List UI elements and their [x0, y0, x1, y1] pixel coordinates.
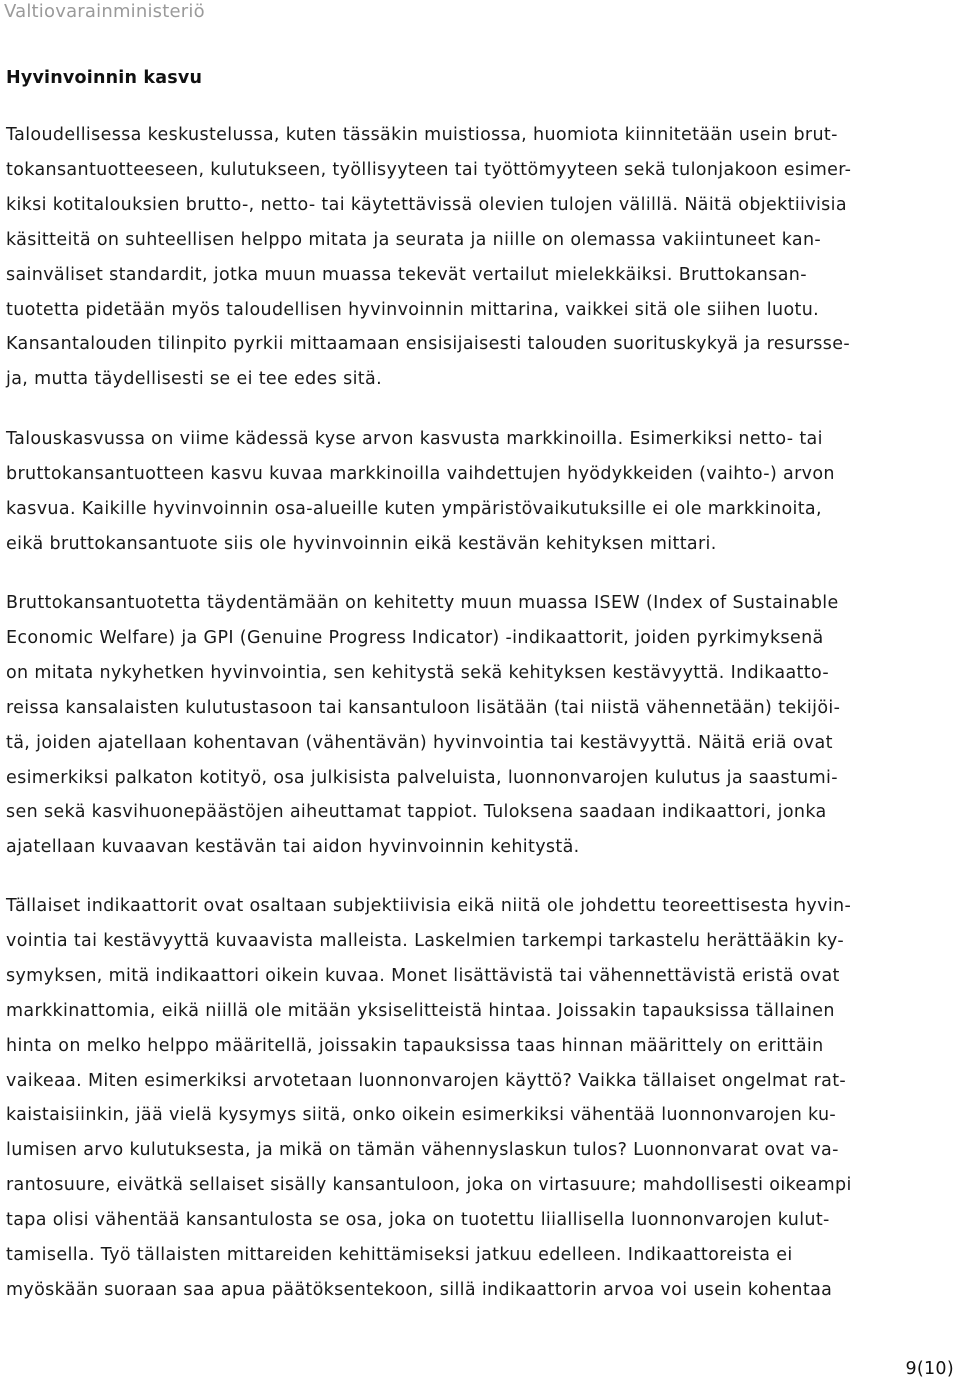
paragraph-line: vaikeaa. Miten esimerkiksi arvotetaan luonnonvarojen käyttö? Vaikka tällaiset ongelmat rat-	[6, 1070, 847, 1091]
paragraph-line: Talouskasvussa on viime kädessä kyse arvon kasvusta markkinoilla. Esimerkiksi netto- tai	[6, 429, 823, 449]
paragraph-line: kasvua. Kaikille hyvinvoinnin osa-alueille kuten ympäristövaikutuksille ei ole markkinoita,	[6, 498, 822, 519]
page-number: 9(10)	[905, 1359, 954, 1379]
paragraph-line: symyksen, mitä indikaattori oikein kuvaa. Monet lisättävistä tai vähennettävistä eristä ovat	[6, 965, 840, 986]
paragraph-line: tapa olisi vähentää kansantulosta se osa, joka on tuotettu liiallisella luonnonvarojen kulut-	[6, 1210, 830, 1231]
paragraph-line: sainväliset standardit, jotka muun muassa tekevät vertailut mielekkäiksi. Bruttokansan-	[6, 264, 807, 285]
paragraph-line: markkinattomia, eikä niillä ole mitään yksiselitteistä hintaa. Joissakin tapauksissa tällainen	[6, 1000, 835, 1021]
paragraph-line: hinta on melko helppo määritellä, joissakin tapauksissa taas hinnan määrittely on erittäin	[6, 1035, 824, 1056]
paragraph-line: kaistaisiinkin, jää vielä kysymys siitä, onko oikein esimerkiksi vähentää luonnonvarojen ku-	[6, 1105, 837, 1126]
paragraph-line: Bruttokansantuotetta täydentämään on kehitetty muun muassa ISEW (Index of Sustainable	[6, 593, 839, 613]
paragraph-line: Taloudellisessa keskustelussa, kuten tässäkin muistiossa, huomiota kiinnitetään usein brut-	[6, 125, 838, 145]
organization-name: Valtiovarainministeriö	[4, 1, 205, 22]
paragraph-line: Tällaiset indikaattorit ovat osaltaan subjektiivisia eikä niitä ole johdettu teoreettisesta hyvin-	[6, 896, 852, 916]
paragraph-line: esimerkiksi palkaton kotityö, osa julkisista palveluista, luonnonvarojen kulutus ja saastumi-	[6, 767, 838, 788]
paragraph-line: Kansantalouden tilinpito pyrkii mittaamaan ensisijaisesti talouden suorituskykyä ja resursse-	[6, 334, 851, 355]
paragraph-line: on mitata nykyhetken hyvinvointia, sen kehitystä sekä kehityksen kestävyyttä. Indikaatto-	[6, 662, 830, 683]
paragraph-line: vointia tai kestävyyttä kuvaavista malleista. Laskelmien tarkempi tarkastelu herättääkin ky-	[6, 930, 844, 951]
paragraph-line: tamisella. Työ tällaisten mittareiden kehittämiseksi jatkuu edelleen. Indikaattoreista ei	[6, 1245, 793, 1266]
paragraph-line: käsitteitä on suhteellisen helppo mitata ja seurata ja niille on olemassa vakiintuneet kan-	[6, 229, 822, 250]
paragraph-3	[6, 586, 946, 865]
paragraph-line: eikä bruttokansantuote siis ole hyvinvoinnin eikä kestävän kehityksen mittari.	[6, 533, 717, 554]
paragraph-line: myöskään suoraan saa apua päätöksentekoon, sillä indikaattorin arvoa voi usein kohentaa	[6, 1279, 833, 1300]
paragraph-line: tuotetta pidetään myös taloudellisen hyvinvoinnin mittarina, vaikkei sitä ole siihen luotu.	[6, 299, 820, 320]
paragraph-line: sen sekä kasvihuonepäästöjen aiheuttamat tappiot. Tuloksena saadaan indikaattori, jonka	[6, 802, 827, 823]
paragraph-1	[6, 118, 946, 397]
paragraph-line: ajatellaan kuvaavan kestävän tai aidon hyvinvoinnin kehitystä.	[6, 837, 580, 858]
paragraph-4	[6, 889, 946, 1308]
paragraph-2	[6, 422, 946, 562]
paragraph-line: Economic Welfare) ja GPI (Genuine Progress Indicator) -indikaattorit, joiden pyrkimyksenä	[6, 627, 824, 648]
paragraph-line: tä, joiden ajatellaan kohentavan (vähentävän) hyvinvointia tai kestävyyttä. Näitä eriä ovat	[6, 732, 833, 753]
paragraph-line: reissa kansalaisten kulutustasoon tai kansantuloon lisätään (tai niistä vähennetään) tekijöi-	[6, 697, 841, 718]
paragraph-line: ja, mutta täydellisesti se ei tee edes sitä.	[6, 369, 382, 390]
paragraph-line: tokansantuotteeseen, kulutukseen, työllisyyteen tai työttömyyteen sekä tulonjakoon esimer-	[6, 159, 852, 180]
section-title: Hyvinvoinnin kasvu	[6, 68, 203, 88]
paragraph-line: bruttokansantuotteen kasvu kuvaa markkinoilla vaihdettujen hyödykkeiden (vaihto-) arvon	[6, 463, 835, 484]
paragraph-line: lumisen arvo kulutuksesta, ja mikä on tämän vähennyslaskun tulos? Luonnonvarat ovat va-	[6, 1140, 839, 1161]
paragraph-line: rantosuure, eivätkä sellaiset sisälly kansantuloon, joka on virtasuure; mahdollisesti oikeampi	[6, 1175, 852, 1196]
paragraph-line: kiksi kotitalouksien brutto-, netto- tai käytettävissä olevien tulojen välillä. Näitä objektiivisia	[6, 194, 847, 215]
